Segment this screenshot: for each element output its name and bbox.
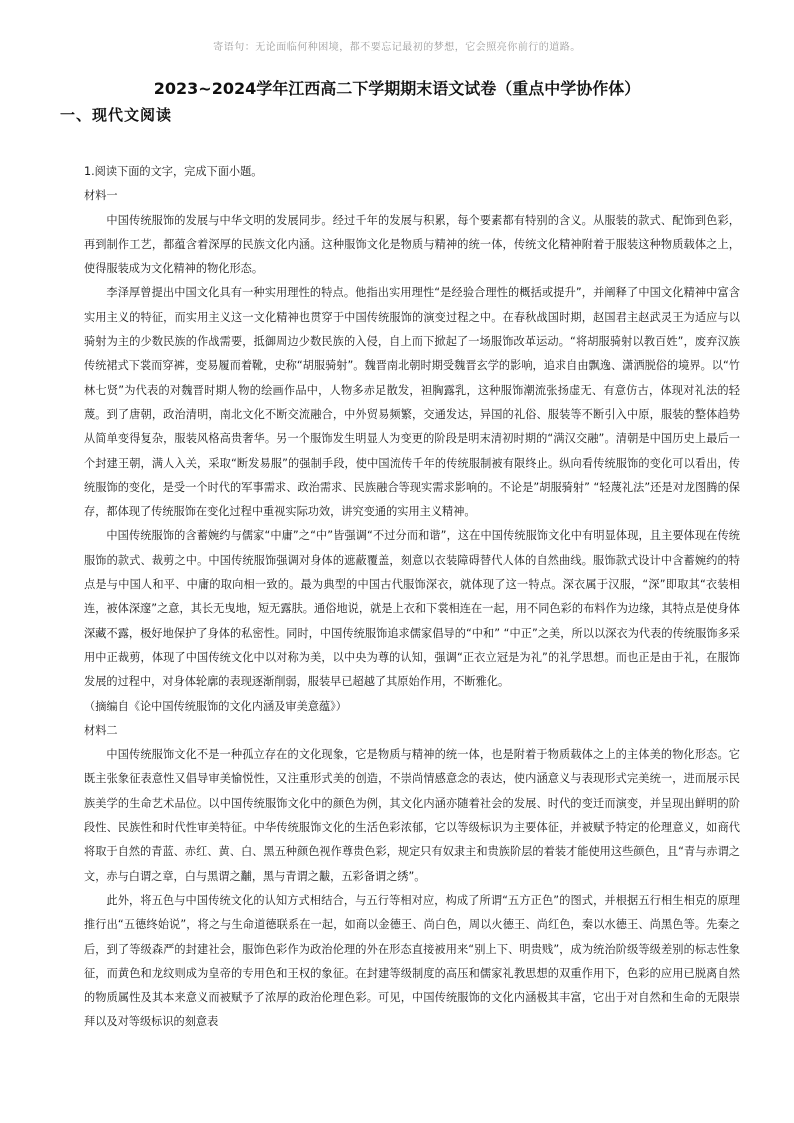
paragraph: 此外，将五色与中国传统文化的认知方式相结合，与五行等相对应，构成了所谓“五方正色”的图式，并根据五行相生相克的原理推行出“五德终始说”，将之与生命道德联系在一起，如商以金德王、尚白色，周以火德王、尚红色，秦以水德王、尚黑色等。先秦之后，到了等级森严的封建社会，服饰色彩作为政治伦理的外在形态直接被用来“别上下、明贵贱”，成为统治阶级等级差别的标志性象征，而黄色和龙纹则成为皇帝的专用色和王权的象征。在封建等级制度的高压和儒家礼教思想的双重作用下，色彩的应用已脱离自然的物质属性及其本来意义而被赋予了浓厚的政治伦理色彩。可见，中国传统服饰的文化内涵极其丰富，它出于对自然和生命的无限崇拜以及对等级标识的刻意表 (84, 893, 740, 1029)
paragraph: 李泽厚曾提出中国文化具有一种实用理性的特点。他指出实用理性“是经验合理性的概括或提升”，并阐释了中国文化精神中富含实用主义的特征，而实用主义这一文化精神也贯穿于中国传统服饰的演变过程之中。在春秋战国时期，赵国君主赵武灵王为适应与以骑射为主的少数民族的作战需要，抵御周边少数民族的入侵，自上而下掀起了一场服饰改革运动。“将胡服骑射以教百姓”，废弃汉族传统裙式下裳而穿裤，变易履而着靴，史称“胡服骑射”。魏晋南北朝时期受魏晋玄学的影响，追求自由飘逸、潇洒脱俗的境界。以“竹林七贤”为代表的对魏晋时期人物的绘画作品中，人物多赤足散发，袒胸露乳，这种服饰潮流张扬虚无、有意仿古，体现对礼法的轻蔑。到了唐朝，政治清明，南北文化不断交流融合，中外贸易频繁，交通发达，异国的礼俗、服装等不断引入中原，服装的整体趋势从简单变得复杂，服装风格高贵奢华。另一个服饰发生明显人为变更的阶段是明末清初时期的“满汉交融”。清朝是中国历史上最后一个封建王朝，满人入关，采取“断发易服”的强制手段，使中国流传千年的传统服制被有限终止。纵向看传统服饰的变化可以看出，传统服饰的变化，是受一个时代的军事需求、政治需求、民族融合等现实需求影响的。不论是”胡服骑射” “轻蔑礼法”还是对龙图腾的保存，都体现了传统服饰在变化过程中重视实际功效，讲究变通的实用主义精神。 (84, 286, 740, 519)
document-body (84, 160, 740, 1035)
paragraph: 中国传统服饰的含蓄婉约与儒家“中庸”之“中”皆强调“不过分而和谐”，这在中国传统服饰文化中有明显体现，且主要体现在传统服饰的款式、裁剪之中。中国传统服饰强调对身体的遮蔽覆盖，刻意以衣装障碍替代人体的自然曲线。服饰款式设计中含蓄婉约的特点是与中国人和平、中庸的取向相一致的。最为典型的中国古代服饰深衣，就体现了这一特点。深衣属于汉服，“深”即取其“衣装相连，被体深邃”之意，其长无曳地，短无露肤。通俗地说，就是上衣和下裳相连在一起，用不同色彩的布料作为边缘，其特点是使身体深藏不露，极好地保护了身体的私密性。同时，中国传统服饰追求儒家倡导的“中和” “中正”之美，所以以深衣为代表的传统服饰多采用中正裁剪，体现了中国传统文化中以对称为美，以中央为尊的认知，强调“正衣立冠是为礼”的礼学思想。而也正是由于礼，在服饰发展的过程中，对身体轮廓的表现逐渐削弱，服装早已超越了其原始作用，不断雅化。 (84, 529, 740, 689)
page-title: 2023~2024学年江西高二下学期期末语文试卷（重点中学协作体） (153, 79, 641, 98)
material-two-label: 材料二 (84, 723, 118, 737)
section-heading: 一、现代文阅读 (60, 106, 173, 124)
question-intro: 1.阅读下面的文字，完成下面小题。 (84, 165, 263, 178)
paragraph: 中国传统服饰文化不是一种孤立存在的文化现象，它是物质与精神的统一体，也是附着于物质载体之上的主体美的物化形态。它既主张象征表意性又倡导审美愉悦性，又注重形式美的创造，不崇尚情感意念的表达，使内涵意义与表现形式完美统一，进而展示民族美学的生命艺术品位。以中国传统服饰文化中的颜色为例，其文化内涵亦随着社会的发展、时代的变迁而演变，并呈现出鲜明的阶段性、民族性和时代性审美特征。中华传统服饰文化的生活色彩浓郁，它以等级标识为主要体征，并被赋予特定的伦理意义，如商代将取于自然的青蓝、赤红、黄、白、黑五种颜色视作尊贵色彩，规定只有奴隶主和贵族阶层的着装才能使用这些颜色，且“青与赤谓之文，赤与白谓之章，白与黑谓之黼，黑与青谓之黻，五彩备谓之绣”。 (84, 748, 740, 883)
paragraph: 中国传统服饰的发展与中华文明的发展同步。经过千年的发展与积累，每个要素都有特别的含义。从服装的款式、配饰到色彩，再到制作工艺，都蕴含着深厚的民族文化内涵。这种服饰文化是物质与精神的统一体，传统文化精神附着于服装这种物质载体之上，使得服装成为文化精神的物化形态。 (84, 213, 740, 276)
material-one-label: 材料一 (84, 189, 118, 203)
source-citation: （摘编自《论中国传统服饰的文化内涵及审美意蕴》） (84, 699, 347, 713)
header-motto: 寄语句：无论面临何种困境，都不要忘记最初的梦想，它会照亮你前行的道路。 (213, 42, 581, 53)
